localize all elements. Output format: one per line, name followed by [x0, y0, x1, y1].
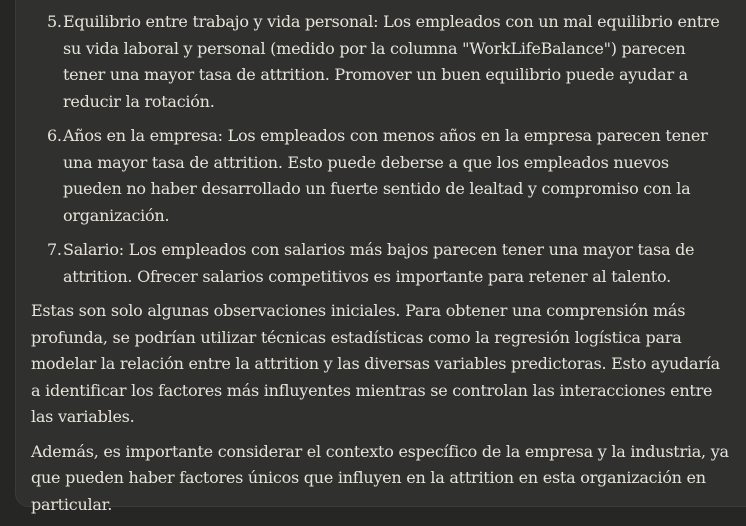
- list-item-text: Salario: Los empleados con salarios más bajos parecen tener una mayor tasa de attrition. Ofrecer salarios competitivos es importante para retener al talento.: [63, 240, 695, 286]
- message-content: [31, 9, 731, 526]
- list-item-number: 6.: [47, 126, 62, 145]
- list-item: [31, 237, 731, 290]
- list-item-text: Equilibrio entre trabajo y vida personal: Los empleados con un mal equilibrio entre su vida laboral y personal (medido por la columna "WorkLifeBalance") parecen tener una mayor tasa de attrition. Promover un buen equilibrio puede ayudar a reducir la rotación.: [63, 12, 720, 111]
- paragraph-context: Además, es importante considerar el contexto específico de la empresa y la industria, ya que pueden haber factores únicos que influyen en la attrition en esta organización en particular.: [31, 441, 729, 514]
- list-item-text: Años en la empresa: Los empleados con menos años en la empresa parecen tener una mayor tasa de attrition. Esto puede deberse a que los empleados nuevos pueden no haber desarrollado un fuerte sentido de lealtad y compromiso con la organización.: [63, 126, 708, 225]
- paragraph-observations: Estas son solo algunas observaciones iniciales. Para obtener una comprensión más profunda, se podrían utilizar técnicas estadísticas como la regresión logística para modelar la relación entre la attrition y las diversas variables predictoras. Esto ayudaría a identificar los factores más influyentes mientras se controlan las interacciones entre las variables.: [31, 301, 720, 426]
- list-item: [31, 9, 731, 115]
- list-item: [31, 123, 731, 229]
- list-item-number: 5.: [47, 12, 62, 31]
- list-item-number: 7.: [47, 240, 62, 259]
- numbered-list: [31, 9, 731, 290]
